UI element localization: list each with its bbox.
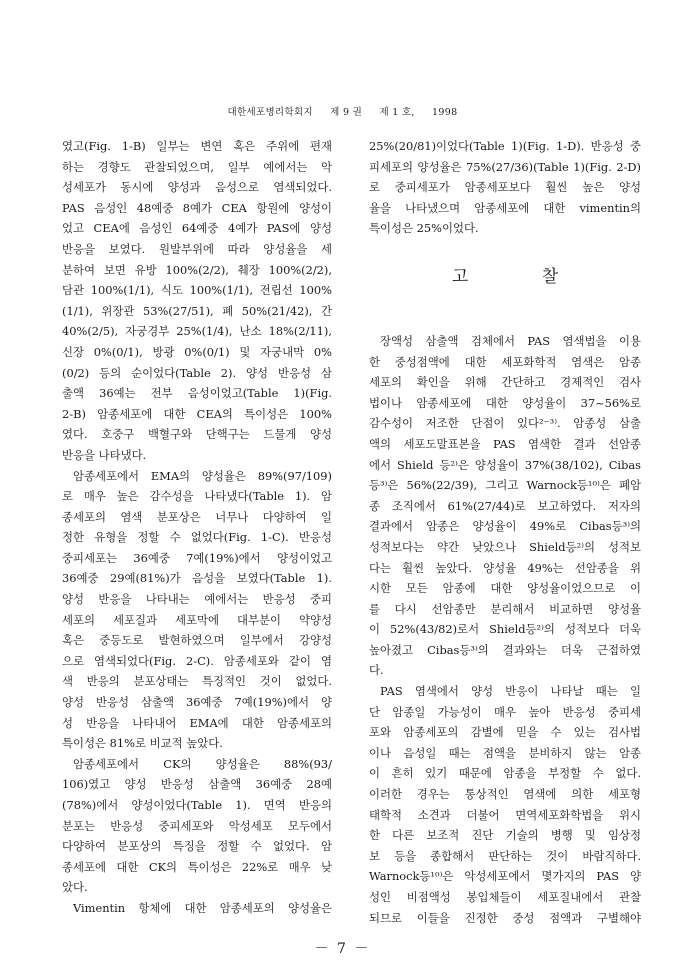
text-line: 았다. <box>62 880 88 895</box>
text-line: 에서 Shield 등²⁾은 양성율이 37%(38/102), Cibas <box>369 457 641 472</box>
text-line: 포와 암종세포의 감별에 믿을 수 있는 검사법 <box>369 725 641 740</box>
text-line: 감수성이 저조한 단점이 있다²⁻³⁾. 암종성 삼출 <box>369 416 641 431</box>
text-line: 액의 세포도말표본을 PAS 염색한 결과 선암종 <box>369 436 641 451</box>
text-line: 이나 음성일 때는 점액을 분비하지 않는 암종 <box>369 745 641 760</box>
text-line: 성인 비점액성 봉입체들이 세포질내에서 관찰 <box>369 890 641 904</box>
text-line: 었고 CEA에 음성인 64예중 4예가 PAS에 양성 <box>62 221 332 236</box>
text-line: 법이나 암종세포에 대한 양성율이 37~56%로 <box>369 395 641 410</box>
right-column <box>369 136 641 928</box>
text-line: 종세포의 염색 분포상은 너무나 다양하여 일 <box>62 509 332 524</box>
left-column <box>62 136 332 919</box>
text-line: 다. <box>369 663 384 678</box>
text-line: 담관 100%(1/1), 식도 100%(1/1), 전립선 100% <box>62 283 332 298</box>
text-line: 성세포가 동시에 양성과 음성으로 염색되었다. <box>62 180 332 195</box>
journal-name: 대한세포병리학회지 <box>227 107 313 118</box>
discussion-body <box>369 331 641 928</box>
text-line: 장액성 삼출액 검체에서 PAS 염색법을 이용 <box>380 333 641 348</box>
text-line: 출액 36예는 전부 음성이었고(Table 1)(Fig. <box>62 386 332 401</box>
page-number: － 7 － <box>314 941 371 957</box>
text-line: 다양하여 분포상의 특징을 정할 수 없었다. 암 <box>62 839 332 854</box>
text-line: PAS 염색에서 양성 반응이 나타날 때는 일 <box>380 684 641 699</box>
text-line: 2-B) 암종세포에 대한 CEA의 특이성은 100% <box>62 406 332 421</box>
text-line: PAS 음성인 48예중 8예가 CEA 항원에 양성이 <box>62 200 332 215</box>
text-line: 시한 모든 암종에 대한 양성율이었으므로 이 <box>369 581 641 596</box>
text-line: 혹은 중등도로 발현하였으며 일부에서 강양성 <box>62 633 332 648</box>
text-line: (78%)에서 양성이었다(Table 1). 면역 반응의 <box>62 798 332 812</box>
text-line: 특이성은 81%로 비교적 높았다. <box>62 736 223 751</box>
results-continuation <box>369 136 641 239</box>
text-line: 를 다시 선암종만 분리해서 비교하면 양성율 <box>369 601 641 616</box>
text-line: 되므로 이들을 진정한 중성 점액과 구별해야 <box>369 910 641 925</box>
volume-number: 제 9 권 <box>330 107 363 118</box>
publication-year: 1998 <box>432 107 458 118</box>
text-line: 피세포의 양성율은 75%(27/36)(Table 1)(Fig. 2-D) <box>369 159 641 174</box>
text-line: 태학적 소견과 더불어 면역세포화학법을 위시 <box>369 807 641 822</box>
text-line: 한 중성점액에 대한 세포화학적 염색은 암종 <box>369 354 641 369</box>
text-line: 높아졌고 Cibas등³⁾의 결과와는 더욱 근접하였 <box>369 642 641 657</box>
text-line: 였고(Fig. 1-B) 일부는 변연 혹은 주위에 편재 <box>62 139 332 153</box>
text-line: 분하여 보면 유방 100%(2/2), 췌장 100%(2/2), <box>62 262 332 277</box>
text-line: 반응을 보였다. 원발부위에 따라 양성율을 세 <box>62 241 332 256</box>
text-line: 단 암종일 가능성이 매우 높아 반응성 중피세 <box>369 704 641 719</box>
section-heading: 고 찰 <box>451 267 593 288</box>
text-line: 로 매우 높은 감수성을 나타냈다(Table 1). 암 <box>62 489 332 504</box>
text-line: 결과에서 암종은 양성율이 49%로 Cibas등³⁾의 <box>369 519 641 534</box>
text-line: 반응을 나타냈다. <box>62 447 147 462</box>
text-line: 암종세포에서 CK의 양성율은 88%(93/ <box>73 756 332 771</box>
text-line: 등³⁾은 56%(22/39), 그리고 Warnock등¹⁰⁾은 폐암 <box>369 478 641 493</box>
text-line: 이 흔히 있기 때문에 암종을 부정할 수 없다. <box>369 766 641 781</box>
text-line: 양성 반응을 나타내는 예에서는 반응성 중피 <box>62 592 332 607</box>
text-line: 색 반응의 분포상태는 특징적인 것이 없었다. <box>62 674 332 689</box>
text-line: 하는 경향도 관찰되었으며, 일부 예에서는 악 <box>62 159 332 174</box>
text-line: 성 반응을 나타내어 EMA에 대한 암종세포의 <box>62 715 332 730</box>
text-line: 세포의 세포질과 세포막에 대부분이 약양성 <box>62 612 332 627</box>
text-line: 신장 0%(0/1), 방광 0%(0/1) 및 자궁내막 0% <box>62 344 332 359</box>
text-line: 다는 훨씬 높았다. 양성율 49%는 선암종을 위 <box>369 560 641 575</box>
text-line: 율을 나타냈으며 암종세포에 대한 vimentin의 <box>369 200 641 215</box>
text-line: 분포는 반응성 중피세포와 악성세포 모두에서 <box>62 818 332 833</box>
text-line: 로 중피세포가 암종세포보다 훨씬 높은 양성 <box>369 180 641 195</box>
text-line: 세포의 확인을 위해 간단하고 경제적인 검사 <box>369 375 641 390</box>
text-line: 보 등을 종합해서 판단하는 것이 바람직하다. <box>369 848 641 863</box>
text-line: 암종세포에서 EMA의 양성율은 89%(97/109) <box>73 468 332 483</box>
text-line: 36예중 29예(81%)가 음성을 보였다(Table 1). <box>62 571 332 586</box>
running-header <box>0 104 685 118</box>
text-line: 25%(20/81)이었다(Table 1)(Fig. 1-D). 반응성 중 <box>369 139 641 153</box>
text-line: 종 조직에서 61%(27/44)로 보고하였다. 저자의 <box>369 498 641 513</box>
text-line: 였다. 호중구 백혈구와 단핵구는 드물게 양성 <box>62 427 332 442</box>
text-line: 으로 염색되었다(Fig. 2-C). 암종세포와 같이 염 <box>62 653 332 668</box>
text-line: (1/1), 위장관 53%(27/51), 폐 50%(21/42), 간 <box>62 303 332 318</box>
text-line: 이 52%(43/82)로서 Shield등²⁾의 성적보다 더욱 <box>369 622 641 637</box>
text-line: 종세포에 대한 CK의 특이성은 22%로 매우 낮 <box>62 859 332 874</box>
text-line: 40%(2/5), 자궁경부 25%(1/4), 난소 18%(2/11), <box>62 324 332 339</box>
text-line: 양성 반응성 삼출액 36예중 7예(19%)에서 양 <box>62 695 332 710</box>
text-line: 중피세포는 36예중 7예(19%)에서 양성이었고 <box>62 550 332 565</box>
text-line: Vimentin 항체에 대한 암종세포의 양성율은 <box>73 900 332 915</box>
text-line: 성적보다는 약간 낮았으나 Shield등²⁾의 성적보 <box>369 539 641 554</box>
issue-number: 제 1 호, <box>379 107 415 118</box>
text-line: (0/2) 등의 순이었다(Table 2). 양성 반응성 삼 <box>62 365 332 380</box>
text-line: 106)였고 양성 반응성 삼출액 36예중 28예 <box>62 777 332 792</box>
text-line: 한 다른 보조적 진단 기술의 병행 및 임상정 <box>369 828 641 843</box>
text-line: Warnock등¹⁰⁾은 악성세포에서 몇가지의 PAS 양 <box>369 869 641 884</box>
text-line: 이러한 경우는 통상적인 염색에 의한 세포형 <box>369 787 641 802</box>
text-line: 특이성은 25%이었다. <box>369 221 479 236</box>
text-line: 정한 유형을 정할 수 없었다(Fig. 1-C). 반응성 <box>62 530 332 545</box>
